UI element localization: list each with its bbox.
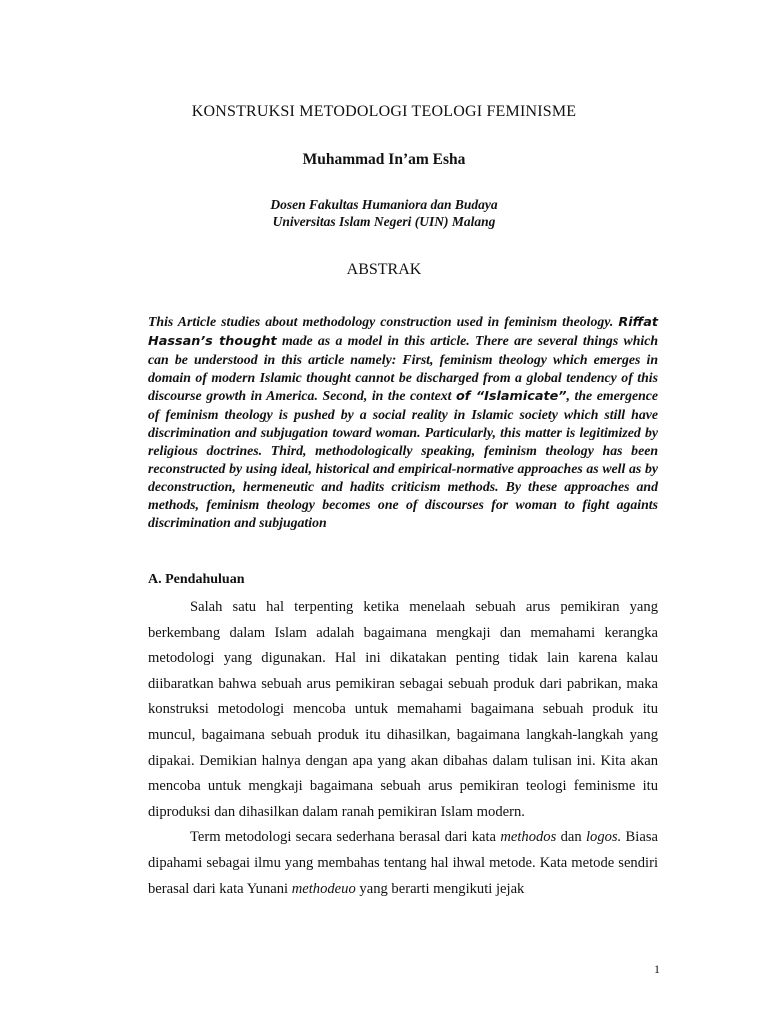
body-paragraph-2 [148,825,658,902]
abstract-highlight-islamicate: of “Islamicate” [456,389,567,404]
abstract-text [148,313,658,532]
abstract-text-part-2: made as a model in this article. There are several things which can be understood in this article namely: First, feminism theology which emerges in domain of modern Islamic thought cannot be discharged from a global tendency of this discourse growth in America. Second, in the context [148,333,658,403]
term-methodeuo: methodeuo [291,880,356,897]
body-paragraph-2-text-a: Term metodologi secara sederhana berasal dari kata [190,829,501,846]
body-paragraph-2-text-b: dan [556,829,586,846]
abstract-highlight-riffat: Riffat Hassan’s thought [148,315,658,349]
affiliation-line-2: Universitas Islam Negeri (UIN) Malang [272,214,496,229]
paper-title: KONSTRUKSI METODOLOGI TEOLOGI FEMINISME [191,103,577,120]
author-name: Muhammad In’am Esha [302,151,466,168]
term-logos: logos. [585,829,622,846]
author-affiliation [0,196,768,230]
term-methodos: methodos [500,829,557,846]
body-paragraph-1: Salah satu hal terpenting ketika menelaah sebuah arus pemikiran yang berkembang dalam Islam adalah bagaimana mengkaji dan memahami kerangka metodologi yang digunakan. Hal ini dikatakan penting tidak lain karena kalau diibaratkan bahwa sebuah arus pemikiran sebagai sebuah produk dari pabrikan, maka konstruksi metodologi mencoba untuk memahami bagaimana sebuah produk itu muncul, bagaimana sebuah produk itu dihasilkan, bagaimana langkah-langkah yang dipakai. Demikian halnya dengan apa yang akan dibahas dalam tulisan ini. Kita akan mencoba untuk mengkaji bagaimana sebuah arus pemikiran teologi feminisme itu diproduksi dan dihasilkan dalam ranah pemikiran Islam modern. [148,599,658,820]
section-heading: A. Pendahuluan [148,572,245,587]
abstract-text-part-3: , the emergence of feminism theology is pushed by a social reality in Islamic society which still have discrimination and subjugation toward woman. Particularly, this matter is legitimized by religious doctrines. Third, methodologically speaking, feminism theology has been reconstructed by using ideal, historical and empirical-normative approaches as well as by deconstruction, hermeneutic and hadits criticism methods. By these approaches and methods, feminism theology becomes one of discourses for woman to fight againts discrimination and subjugation [148,388,659,530]
abstract-text-part-1: This Article studies about methodology construction used in feminism theology. [148,314,619,329]
page-number: 1 [654,962,660,976]
affiliation-line-1: Dosen Fakultas Humaniora dan Budaya [270,197,498,212]
abstract-heading: ABSTRAK [346,261,422,278]
body-paragraph-2-text-d: yang berarti mengikuti jejak [355,880,525,897]
body-paragraph-2-text-c: Biasa dipahami sebagai ilmu yang membahas tentang hal ihwal metode. Kata metode sendiri berasal dari kata Yunani [148,829,658,897]
section-body [148,595,658,902]
